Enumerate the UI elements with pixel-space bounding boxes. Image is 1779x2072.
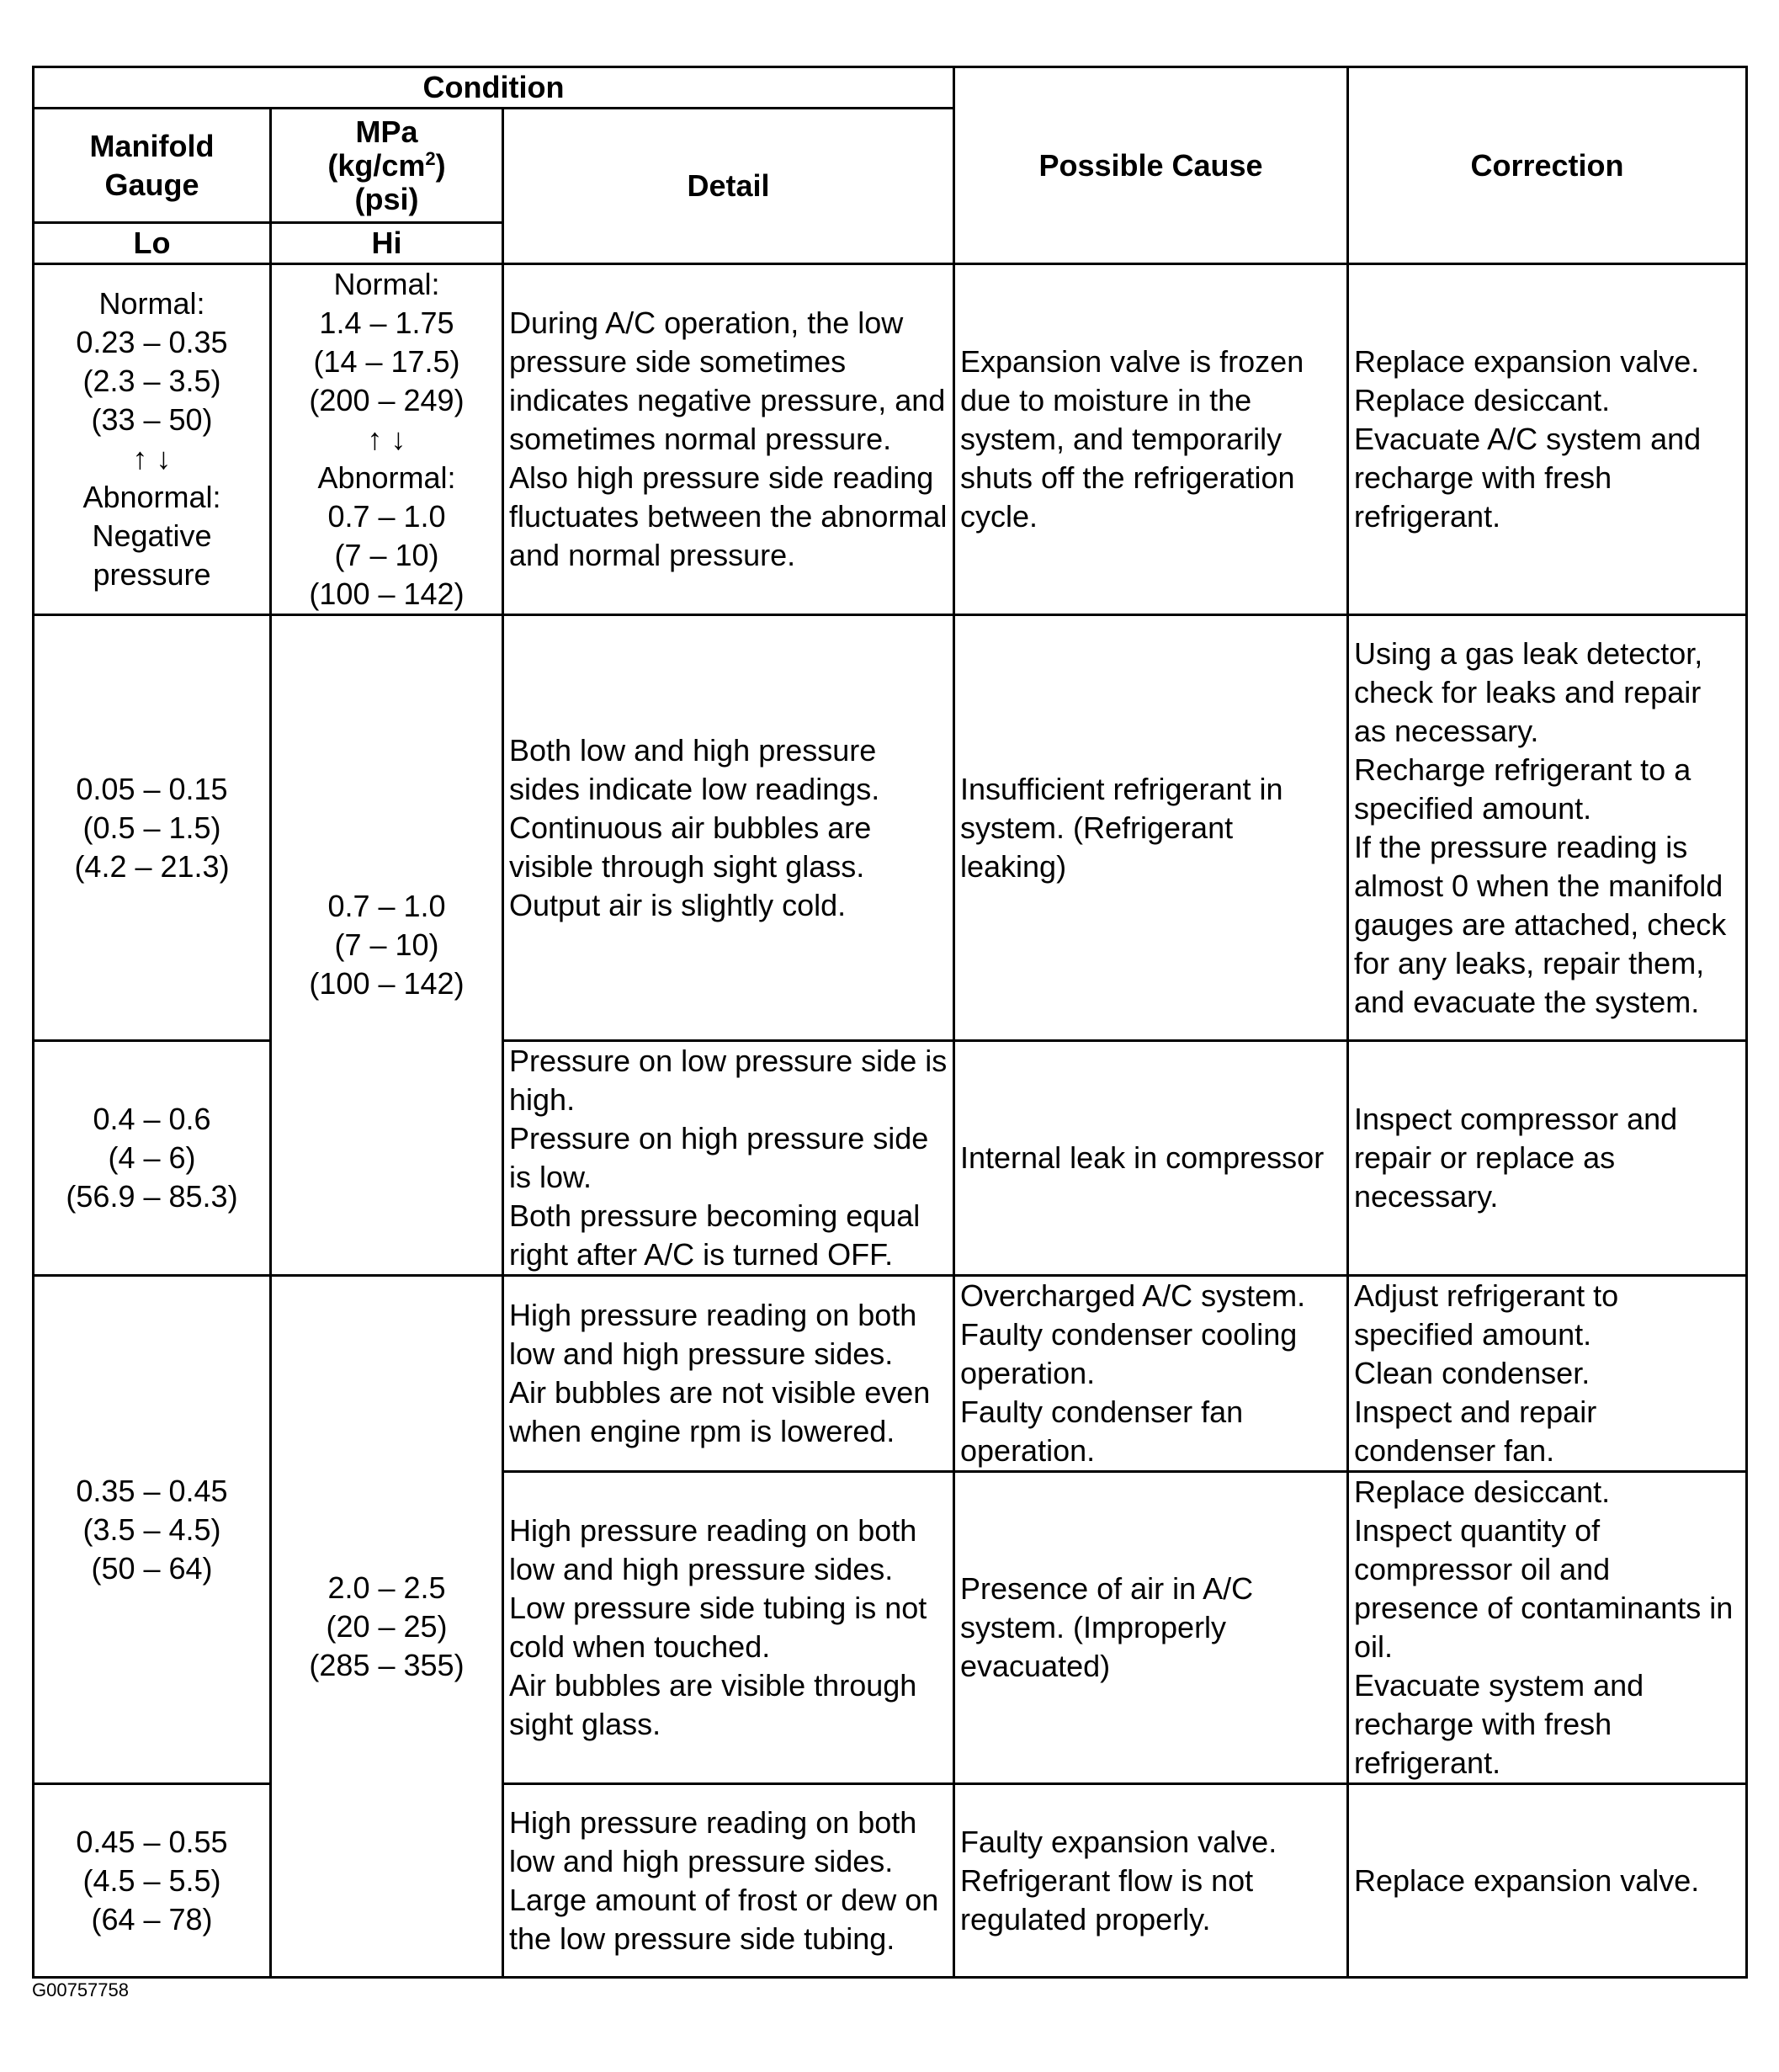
cell-line: (3.5 – 4.5)	[82, 1511, 221, 1547]
row-2-cause	[954, 1041, 1348, 1276]
cell-line: Faulty condenser cooling operation.	[960, 1317, 1298, 1390]
cell-line: Continuous air bubbles are visible through sight glass.	[509, 810, 872, 884]
cell-line: High pressure reading on both low and high pressure sides.	[509, 1513, 917, 1586]
cell-line: Air bubbles are visible through sight glass.	[509, 1668, 917, 1741]
cell-line: 0.7 – 1.0	[327, 499, 446, 534]
row-4-cause	[954, 1472, 1348, 1784]
cell-line: Abnormal:	[82, 480, 221, 514]
cell-line: Low pressure side tubing is not cold when touched.	[509, 1591, 927, 1664]
row-1-cause	[954, 615, 1348, 1041]
row-1-correction	[1348, 615, 1747, 1041]
cell-line: Pressure on high pressure side is low.	[509, 1121, 929, 1194]
possible-cause-header: Possible Cause	[954, 67, 1348, 264]
cell-line: Inspect compressor and repair or replace as necessary.	[1354, 1102, 1678, 1214]
cell-line: Recharge refrigerant to a specified amount.	[1354, 752, 1691, 826]
row-5-lo	[34, 1784, 271, 1978]
ac-diagnosis-table	[32, 66, 1748, 1979]
cell-line: Both pressure becoming equal right after A/C is turned OFF.	[509, 1198, 921, 1272]
hi-header: Hi	[271, 223, 503, 264]
cell-line: 2.0 – 2.5	[327, 1570, 446, 1605]
cell-line: (33 – 50)	[91, 402, 213, 437]
cell-line: Evacuate system and recharge with fresh refrigerant.	[1354, 1668, 1644, 1780]
figure-id: G00757758	[32, 1979, 129, 2000]
row-1-detail	[503, 615, 954, 1041]
cell-line: High pressure reading on both low and high pressure sides.	[509, 1804, 917, 1878]
cell-line: Negative	[92, 518, 212, 553]
row-3-detail	[503, 1276, 954, 1472]
cell-line: (14 – 17.5)	[313, 344, 460, 379]
row-1-lo	[34, 615, 271, 1041]
cell-line: (7 – 10)	[334, 538, 439, 572]
cell-line: Adjust refrigerant to specified amount.	[1354, 1278, 1619, 1352]
psi-unit: (psi)	[354, 181, 419, 216]
cell-line: Insufficient refrigerant in system. (Refrigerant leaking)	[960, 771, 1283, 884]
row-0-hi	[271, 264, 503, 615]
cell-line: During A/C operation, the low pressure side sometimes indicates negative pressure, and sometimes normal pressure. Also high pressure side reading fluctuates between the abnormal and normal pressure.	[509, 305, 948, 572]
cell-line: (50 – 64)	[91, 1550, 213, 1586]
cell-line: Air bubbles are not visible even when engine rpm is lowered.	[509, 1375, 931, 1448]
cell-line: Internal leak in compressor	[960, 1140, 1325, 1175]
cell-line: Replace expansion valve.	[1354, 344, 1700, 379]
cell-line: (4 – 6)	[108, 1140, 196, 1175]
row-5-correction	[1348, 1784, 1747, 1978]
row-5-detail	[503, 1784, 954, 1978]
cell-line: (64 – 78)	[91, 1901, 213, 1937]
row-3-correction	[1348, 1276, 1747, 1472]
row-4-correction	[1348, 1472, 1747, 1784]
row-2-lo	[34, 1041, 271, 1276]
mpa-units-header	[271, 109, 503, 223]
cell-line: (0.5 – 1.5)	[82, 810, 221, 845]
cell-line: Pressure on low pressure side is high.	[509, 1044, 948, 1117]
cell-line: If the pressure reading is almost 0 when the manifold gauges are attached, check for any leaks, repair them, and evacuate the system.	[1354, 829, 1727, 1019]
cell-line: 0.05 – 0.15	[76, 771, 228, 806]
row-0-cause	[954, 264, 1348, 615]
cell-line: pressure	[93, 557, 211, 592]
cell-line: (200 – 249)	[309, 383, 465, 417]
row-3-cause	[954, 1276, 1348, 1472]
cell-line: (20 – 25)	[326, 1608, 448, 1644]
cell-line: Replace desiccant.	[1354, 1474, 1611, 1509]
hi-group-0	[271, 615, 503, 1276]
cell-line: (100 – 142)	[309, 966, 465, 1001]
mpa-unit: MPa	[355, 114, 418, 149]
cell-line: 0.7 – 1.0	[327, 889, 446, 923]
cell-line: Large amount of frost or dew on the low pressure side tubing.	[509, 1882, 939, 1956]
row-0-lo	[34, 264, 271, 615]
cell-line: Replace expansion valve.	[1354, 1862, 1700, 1898]
cell-line: (7 – 10)	[334, 927, 439, 962]
cell-line: Using a gas leak detector, check for leaks and repair as necessary.	[1354, 635, 1703, 748]
cell-line: Both low and high pressure sides indicate low readings.	[509, 732, 880, 806]
cell-line: 1.4 – 1.75	[319, 305, 454, 340]
cell-line: (285 – 355)	[309, 1647, 465, 1682]
row-2-correction	[1348, 1041, 1747, 1276]
row-4-detail	[503, 1472, 954, 1784]
cell-line: Expansion valve is frozen due to moisture in the system, and temporarily shuts off the refrigeration cycle.	[960, 344, 1304, 534]
cell-line: ↑ ↓	[132, 441, 172, 475]
row-2-detail	[503, 1041, 954, 1276]
cell-line: Abnormal:	[317, 460, 456, 495]
cell-line: ↑ ↓	[367, 422, 406, 456]
cell-line: (4.5 – 5.5)	[82, 1862, 221, 1898]
cell-line: Normal:	[98, 286, 205, 321]
cell-line: High pressure reading on both low and high pressure sides.	[509, 1298, 917, 1371]
cell-line: Inspect quantity of compressor oil and presence of contaminants in oil.	[1354, 1513, 1734, 1664]
lo-header: Lo	[34, 223, 271, 264]
row-5-cause	[954, 1784, 1348, 1978]
cell-line: Faulty expansion valve.	[960, 1824, 1277, 1859]
row-0-detail	[503, 264, 954, 615]
cell-line: Overcharged A/C system.	[960, 1278, 1306, 1313]
cell-line: Presence of air in A/C system. (Improperly evacuated)	[960, 1571, 1254, 1683]
cell-line: (4.2 – 21.3)	[74, 848, 230, 884]
cell-line: 0.45 – 0.55	[76, 1824, 228, 1859]
hi-group-1	[271, 1276, 503, 1978]
cell-line: Inspect and repair condenser fan.	[1354, 1395, 1597, 1468]
cell-line: 0.4 – 0.6	[93, 1102, 211, 1136]
cell-line: Refrigerant flow is not regulated properly.	[960, 1862, 1254, 1937]
cell-line: (100 – 142)	[309, 576, 465, 611]
manifold-gauge-header	[34, 109, 271, 223]
cell-line: (2.3 – 3.5)	[82, 364, 221, 398]
cell-line: Normal:	[333, 267, 440, 301]
kgcm2-unit: $(kg/cm^2)$	[327, 147, 446, 183]
detail-header: Detail	[503, 109, 954, 264]
cell-line: 0.23 – 0.35	[76, 325, 228, 359]
condition-header: Condition	[34, 67, 954, 109]
cell-line: (56.9 – 85.3)	[66, 1179, 238, 1214]
cell-line: 0.35 – 0.45	[76, 1473, 228, 1508]
cell-line: Faulty condenser fan operation.	[960, 1395, 1244, 1468]
cell-line: Replace desiccant.	[1354, 383, 1611, 417]
cell-line: Evacuate A/C system and recharge with fresh refrigerant.	[1354, 422, 1702, 534]
manifold-gauge-label: Manifold Gauge	[89, 128, 215, 202]
cell-line: Clean condenser.	[1354, 1356, 1590, 1390]
cell-line: Output air is slightly cold.	[509, 887, 847, 922]
row-3-lo	[34, 1276, 271, 1784]
correction-header: Correction	[1348, 67, 1747, 264]
row-0-correction	[1348, 264, 1747, 615]
